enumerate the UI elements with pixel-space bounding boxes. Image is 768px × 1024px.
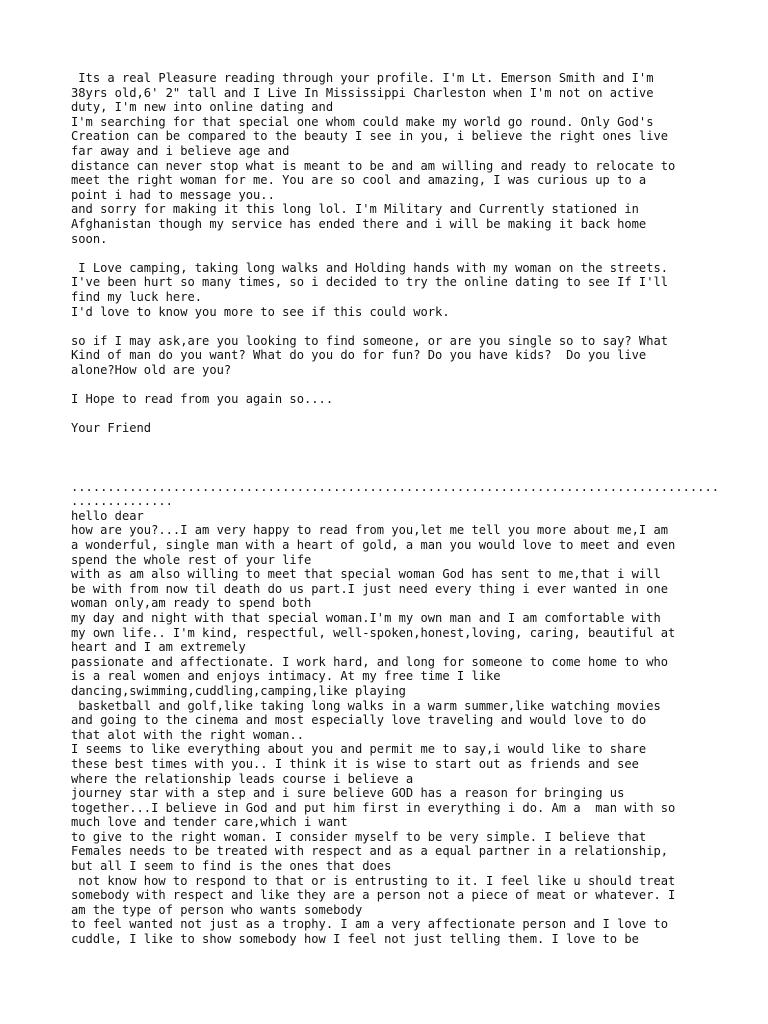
dotted-separator [71, 479, 720, 509]
questions-paragraph [71, 334, 711, 378]
text-line: Afghanistan though my service has ended there and i will be making it back home [71, 216, 647, 231]
text-line: am the type of person who wants somebody [71, 902, 363, 917]
first-letter [71, 71, 711, 436]
text-line: that alot with the right woman.. [71, 727, 304, 742]
text-line: point i had to message you.. [71, 187, 275, 202]
text-line: basketball and golf,like taking long walks in a warm summer,like watching movies [71, 698, 661, 713]
text-line: find my luck here. [71, 289, 203, 304]
text-line: but all I seem to find is the ones that does [71, 859, 392, 874]
text-line: my own life.. I'm kind, respectful, well-spoken,honest,loving, caring, beautiful at [71, 625, 676, 640]
text-line: woman only,am ready to spend both [71, 596, 312, 611]
separator-line: .............. [71, 494, 173, 509]
text-line: how are you?...I am very happy to read from you,let me tell you more about me,I am [71, 523, 669, 538]
text-line: Its a real Pleasure reading through your profile. I'm Lt. Emerson Smith and I'm [71, 71, 654, 85]
separator-line: ......................................................................................... [71, 479, 720, 494]
text-line: much love and tender care,which i want [71, 815, 348, 830]
text-line: far away and i believe age and [71, 143, 290, 158]
text-line: is a real women and enjoys intimacy. At my free time I like [71, 669, 501, 684]
text-line: be with from now til death do us part.I just need every thing i ever wanted in one [71, 581, 669, 596]
blank-line [71, 246, 711, 261]
text-line: I'd love to know you more to see if this could work. [71, 304, 450, 319]
text-line: and going to the cinema and most especially love traveling and would love to do [71, 713, 647, 728]
signoff-line: Your Friend [71, 421, 152, 436]
text-line: alone?How old are you? [71, 362, 232, 377]
text-line: Kind of man do you want? What do you do for fun? Do you have kids? Do you live [71, 348, 647, 363]
text-line: dancing,swimming,cuddling,camping,like playing [71, 683, 406, 698]
text-line: spend the whole rest of your life [71, 552, 312, 567]
text-line: these best times with you.. I think it is wise to start out as friends and see [71, 756, 639, 771]
text-line: not know how to respond to that or is entrusting to it. I feel like u should treat [71, 873, 676, 888]
text-line: soon. [71, 231, 108, 246]
text-line: to give to the right woman. I consider myself to be very simple. I believe that [71, 829, 647, 844]
blank-line [71, 377, 711, 392]
text-line: meet the right woman for me. You are so cool and amazing, I was curious up to a [71, 173, 647, 188]
text-line: where the relationship leads course i believe a [71, 771, 414, 786]
text-line: to feel wanted not just as a trophy. I am a very affectionate person and I love to [71, 917, 669, 932]
text-line: I'm searching for that special one whom could make my world go round. Only God's [71, 114, 654, 129]
text-line: so if I may ask,are you looking to find someone, or are you single so to say? What [71, 333, 669, 348]
text-line: passionate and affectionate. I work hard, and long for someone to come home to who [71, 654, 669, 669]
camping-paragraph [71, 261, 711, 319]
blank-line [71, 407, 711, 422]
text-line: together...I believe in God and put him first in everything i do. Am a man with so [71, 800, 676, 815]
greeting-line: hello dear [71, 508, 144, 523]
text-line: I Love camping, taking long walks and Holding hands with my woman on the streets. [71, 260, 669, 275]
text-line: Females needs to be treated with respect and as a equal partner in a relationship, [71, 844, 669, 859]
text-line: Creation can be compared to the beauty I see in you, i believe the right ones live [71, 129, 669, 144]
blank-line [71, 319, 711, 334]
text-line: cuddle, I like to show somebody how I feel not just telling them. I love to be [71, 932, 639, 947]
text-line: duty, I'm new into online dating and [71, 100, 334, 115]
text-line: journey star with a step and i sure believe GOD has a reason for bringing us [71, 786, 625, 801]
text-line: I seems to like everything about you and permit me to say,i would like to share [71, 742, 647, 757]
intro-paragraph [71, 71, 711, 246]
text-line: somebody with respect and like they are a person not a piece of meat or whatever. I [71, 888, 676, 903]
letter-text-body [71, 71, 720, 947]
closing-line: I Hope to read from you again so.... [71, 392, 334, 407]
text-line: distance can never stop what is meant to be and am willing and ready to relocate to [71, 158, 676, 173]
text-line: I've been hurt so many times, so i decided to try the online dating to see If I'll [71, 275, 669, 290]
text-line: with as am also willing to meet that special woman God has sent to me,that i will [71, 567, 661, 582]
text-line: 38yrs old,6' 2" tall and I Live In Mississippi Charleston when I'm not on active [71, 85, 654, 100]
text-line: a wonderful, single man with a heart of gold, a man you would love to meet and even [71, 538, 676, 553]
blank-lines [71, 436, 711, 480]
text-line: heart and I am extremely [71, 640, 246, 655]
text-line: and sorry for making it this long lol. I'm Military and Currently stationed in [71, 202, 639, 217]
second-letter [71, 509, 711, 947]
text-line: my day and night with that special woman.I'm my own man and I am comfortable with [71, 610, 661, 625]
